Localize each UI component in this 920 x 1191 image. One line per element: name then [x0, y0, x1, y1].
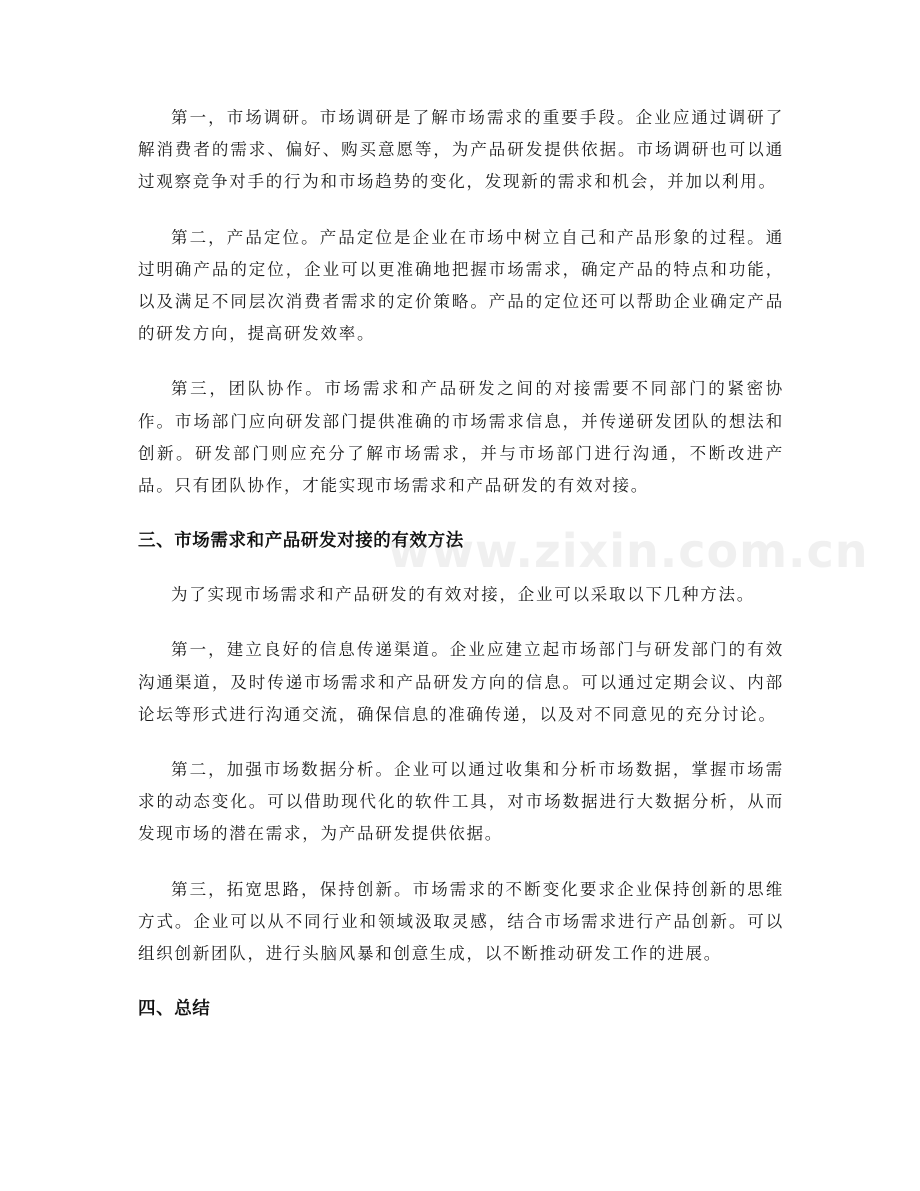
paragraph-product-positioning: 第二，产品定位。产品定位是企业在市场中树立自己和产品形象的过程。通过明确产品的定位，企业可以更准确地把握市场需求，确定产品的特点和功能，以及满足不同层次消费者需求的定价策略。产品的定位还可以帮助企业确定产品的研发方向，提高研发效率。 — [138, 227, 784, 344]
paragraph-methods-intro: 为了实现市场需求和产品研发的有效对接，企业可以采取以下几种方法。 — [171, 585, 755, 605]
section-heading-effective-methods: 三、市场需求和产品研发对接的有效方法 — [138, 531, 464, 552]
paragraph-information-channels: 第一，建立良好的信息传递渠道。企业应建立起市场部门与研发部门的有效沟通渠道，及时传递市场需求和产品研发方向的信息。可以通过定期会议、内部论坛等形式进行沟通交流，确保信息的准确传递，以及对不同意见的充分讨论。 — [138, 640, 784, 724]
section-heading-summary: 四、总结 — [138, 999, 211, 1020]
paragraph-market-data-analysis: 第二，加强市场数据分析。企业可以通过收集和分析市场数据，掌握市场需求的动态变化。可以借助现代化的软件工具，对市场数据进行大数据分析，从而发现市场的潜在需求，为产品研发提供依据。 — [138, 760, 784, 844]
paragraph-team-collaboration: 第三，团队协作。市场需求和产品研发之间的对接需要不同部门的紧密协作。市场部门应向研发部门提供准确的市场需求信息，并传递研发团队的想法和创新。研发部门则应充分了解市场需求，并与市场部门进行沟通，不断改进产品。只有团队协作，才能实现市场需求和产品研发的有效对接。 — [138, 379, 784, 496]
document-body — [138, 102, 784, 1047]
paragraph-market-research: 第一，市场调研。市场调研是了解市场需求的重要手段。企业应通过调研了解消费者的需求、偏好、购买意愿等，为产品研发提供依据。市场调研也可以通过观察竞争对手的行为和市场趋势的变化，发现新的需求和机会，并加以利用。 — [138, 108, 784, 192]
paragraph-innovation: 第三，拓宽思路，保持创新。市场需求的不断变化要求企业保持创新的思维方式。企业可以从不同行业和领域汲取灵感，结合市场需求进行产品创新。可以组织创新团队，进行头脑风暴和创意生成，以不断推动研发工作的进展。 — [138, 879, 784, 964]
watermark: www.zixin.com.cn — [388, 524, 869, 578]
